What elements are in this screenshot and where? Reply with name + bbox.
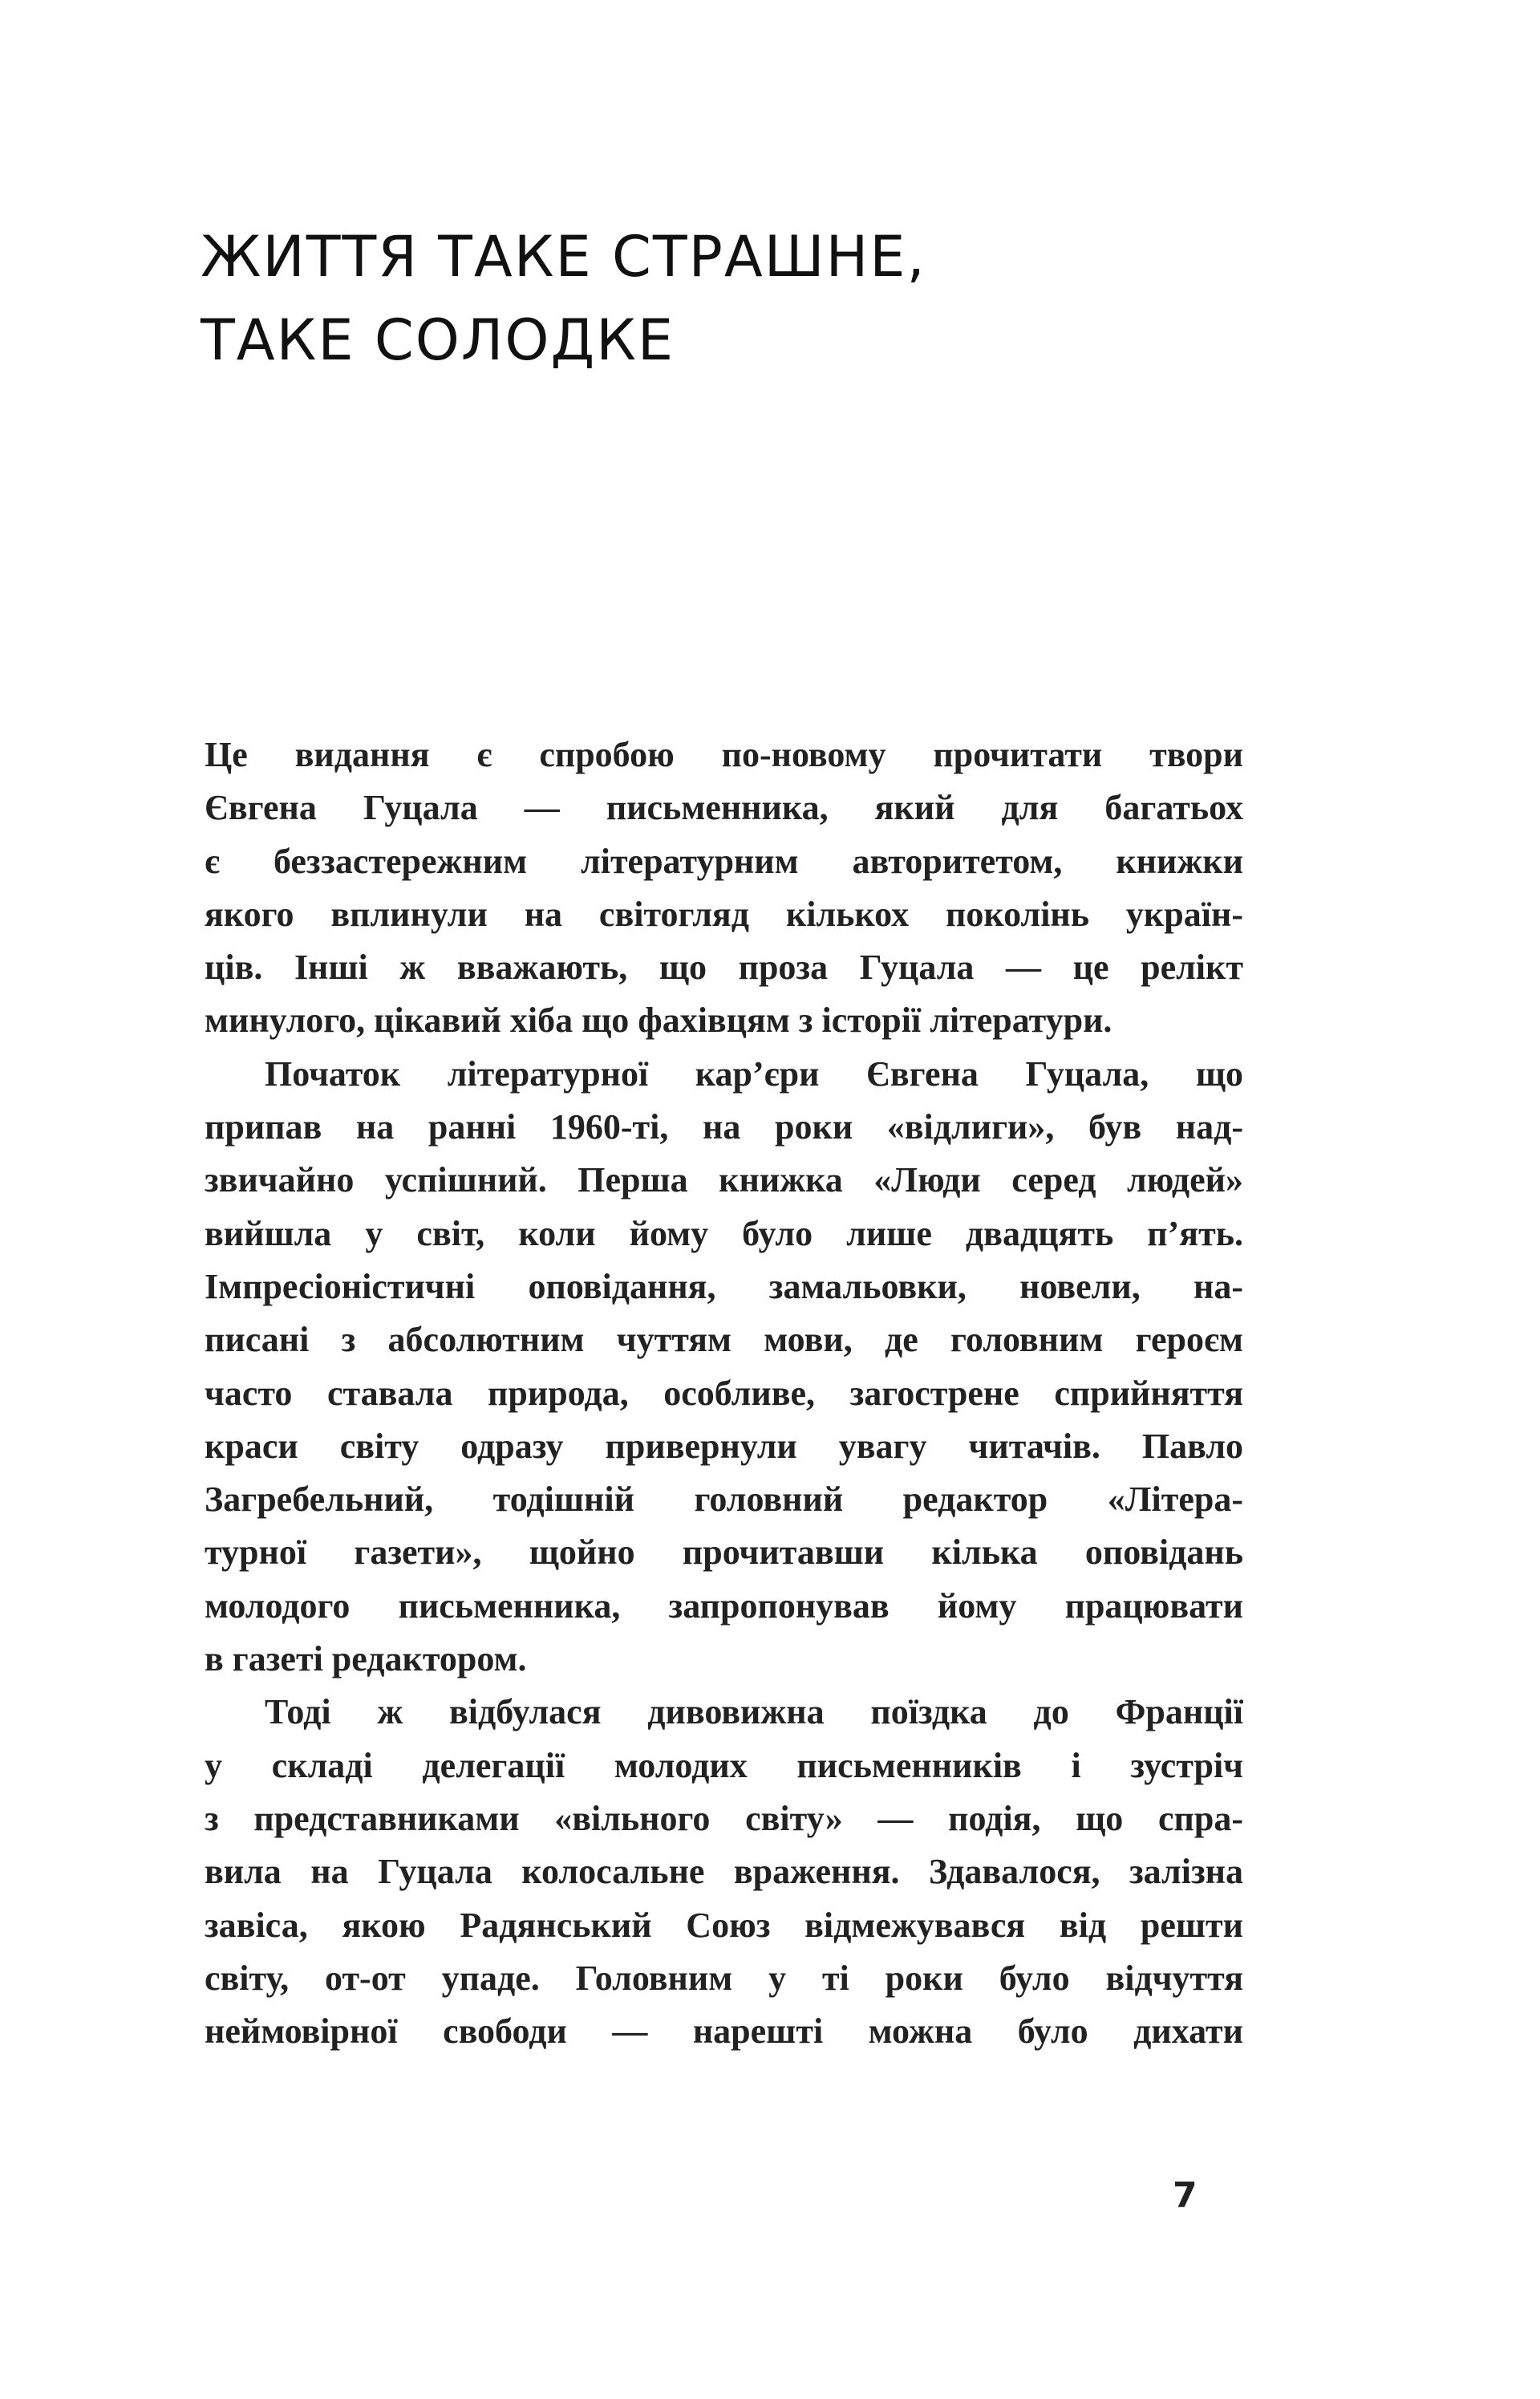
text-line: Загребельний, тодішній головний редактор «Літера- <box>205 1480 1243 1520</box>
text-line: у складі делегації молодих письменників і зустріч <box>205 1745 1243 1785</box>
text-line: Це видання є спробою по-новому прочитати твори <box>205 735 1243 774</box>
text-line: звичайно успішний. Перша книжка «Люди серед людей» <box>205 1160 1243 1200</box>
text-line: з представниками «вільного світу» — подія, що спра- <box>205 1798 1243 1838</box>
text-line: Тоді ж відбулася дивовижна поїздка до Франції <box>265 1692 1243 1732</box>
text-line: якого вплинули на світогляд кількох поколінь україн- <box>205 894 1243 934</box>
text-line: є беззастережним літературним авторитетом, книжки <box>205 841 1243 881</box>
paragraph-3 <box>205 1686 1243 2058</box>
text-line: писані з абсолютним чуттям мови, де головним героєм <box>205 1320 1243 1360</box>
text-line: завіса, якою Радянський Союз відмежувався від решти <box>205 1905 1243 1945</box>
text-line: вийшла у світ, коли йому було лише двадцять п’ять. <box>205 1213 1243 1253</box>
text-line: часто ставала природа, особливе, загострене сприйняття <box>205 1373 1243 1413</box>
page-number: 7 <box>1173 2175 1198 2216</box>
text-line: Імпресіоністичні оповідання, замальовки, новели, на- <box>205 1266 1243 1306</box>
text-line: припав на ранні 1960-ті, на роки «відлиги», був над- <box>205 1107 1243 1147</box>
text-line: минулого, цікавий хіба що фахівцям з історії літератури. <box>205 1001 1112 1041</box>
text-line: неймовірної свободи — нарешті можна було дихати <box>205 2011 1243 2052</box>
text-line: вила на Гуцала колосальне враження. Здавалося, залізна <box>205 1852 1243 1892</box>
text-line: Євгена Гуцала — письменника, який для багатьох <box>205 788 1243 828</box>
text-line: краси світу одразу привернули увагу читачів. Павло <box>205 1426 1243 1466</box>
text-line: молодого письменника, запропонував йому працювати <box>205 1585 1243 1626</box>
text-line: ців. Інші ж вважають, що проза Гуцала — це релікт <box>205 948 1243 988</box>
body-text <box>205 729 1243 2058</box>
text-line: світу, от-от упаде. Головним у ті роки було відчуття <box>205 1958 1243 1998</box>
chapter-title-line-1: ЖИТТЯ ТАКЕ СТРАШНЕ, <box>201 224 926 290</box>
text-line: турної газети», щойно прочитавши кілька оповідань <box>205 1532 1243 1573</box>
text-line: в газеті редактором. <box>205 1639 527 1679</box>
chapter-title <box>201 215 926 382</box>
paragraph-1 <box>205 729 1243 1048</box>
text-line: Початок літературної кар’єри Євгена Гуцала, що <box>265 1053 1243 1094</box>
paragraph-2 <box>205 1048 1243 1687</box>
chapter-title-line-2: ТАКЕ СОЛОДКЕ <box>201 307 675 373</box>
